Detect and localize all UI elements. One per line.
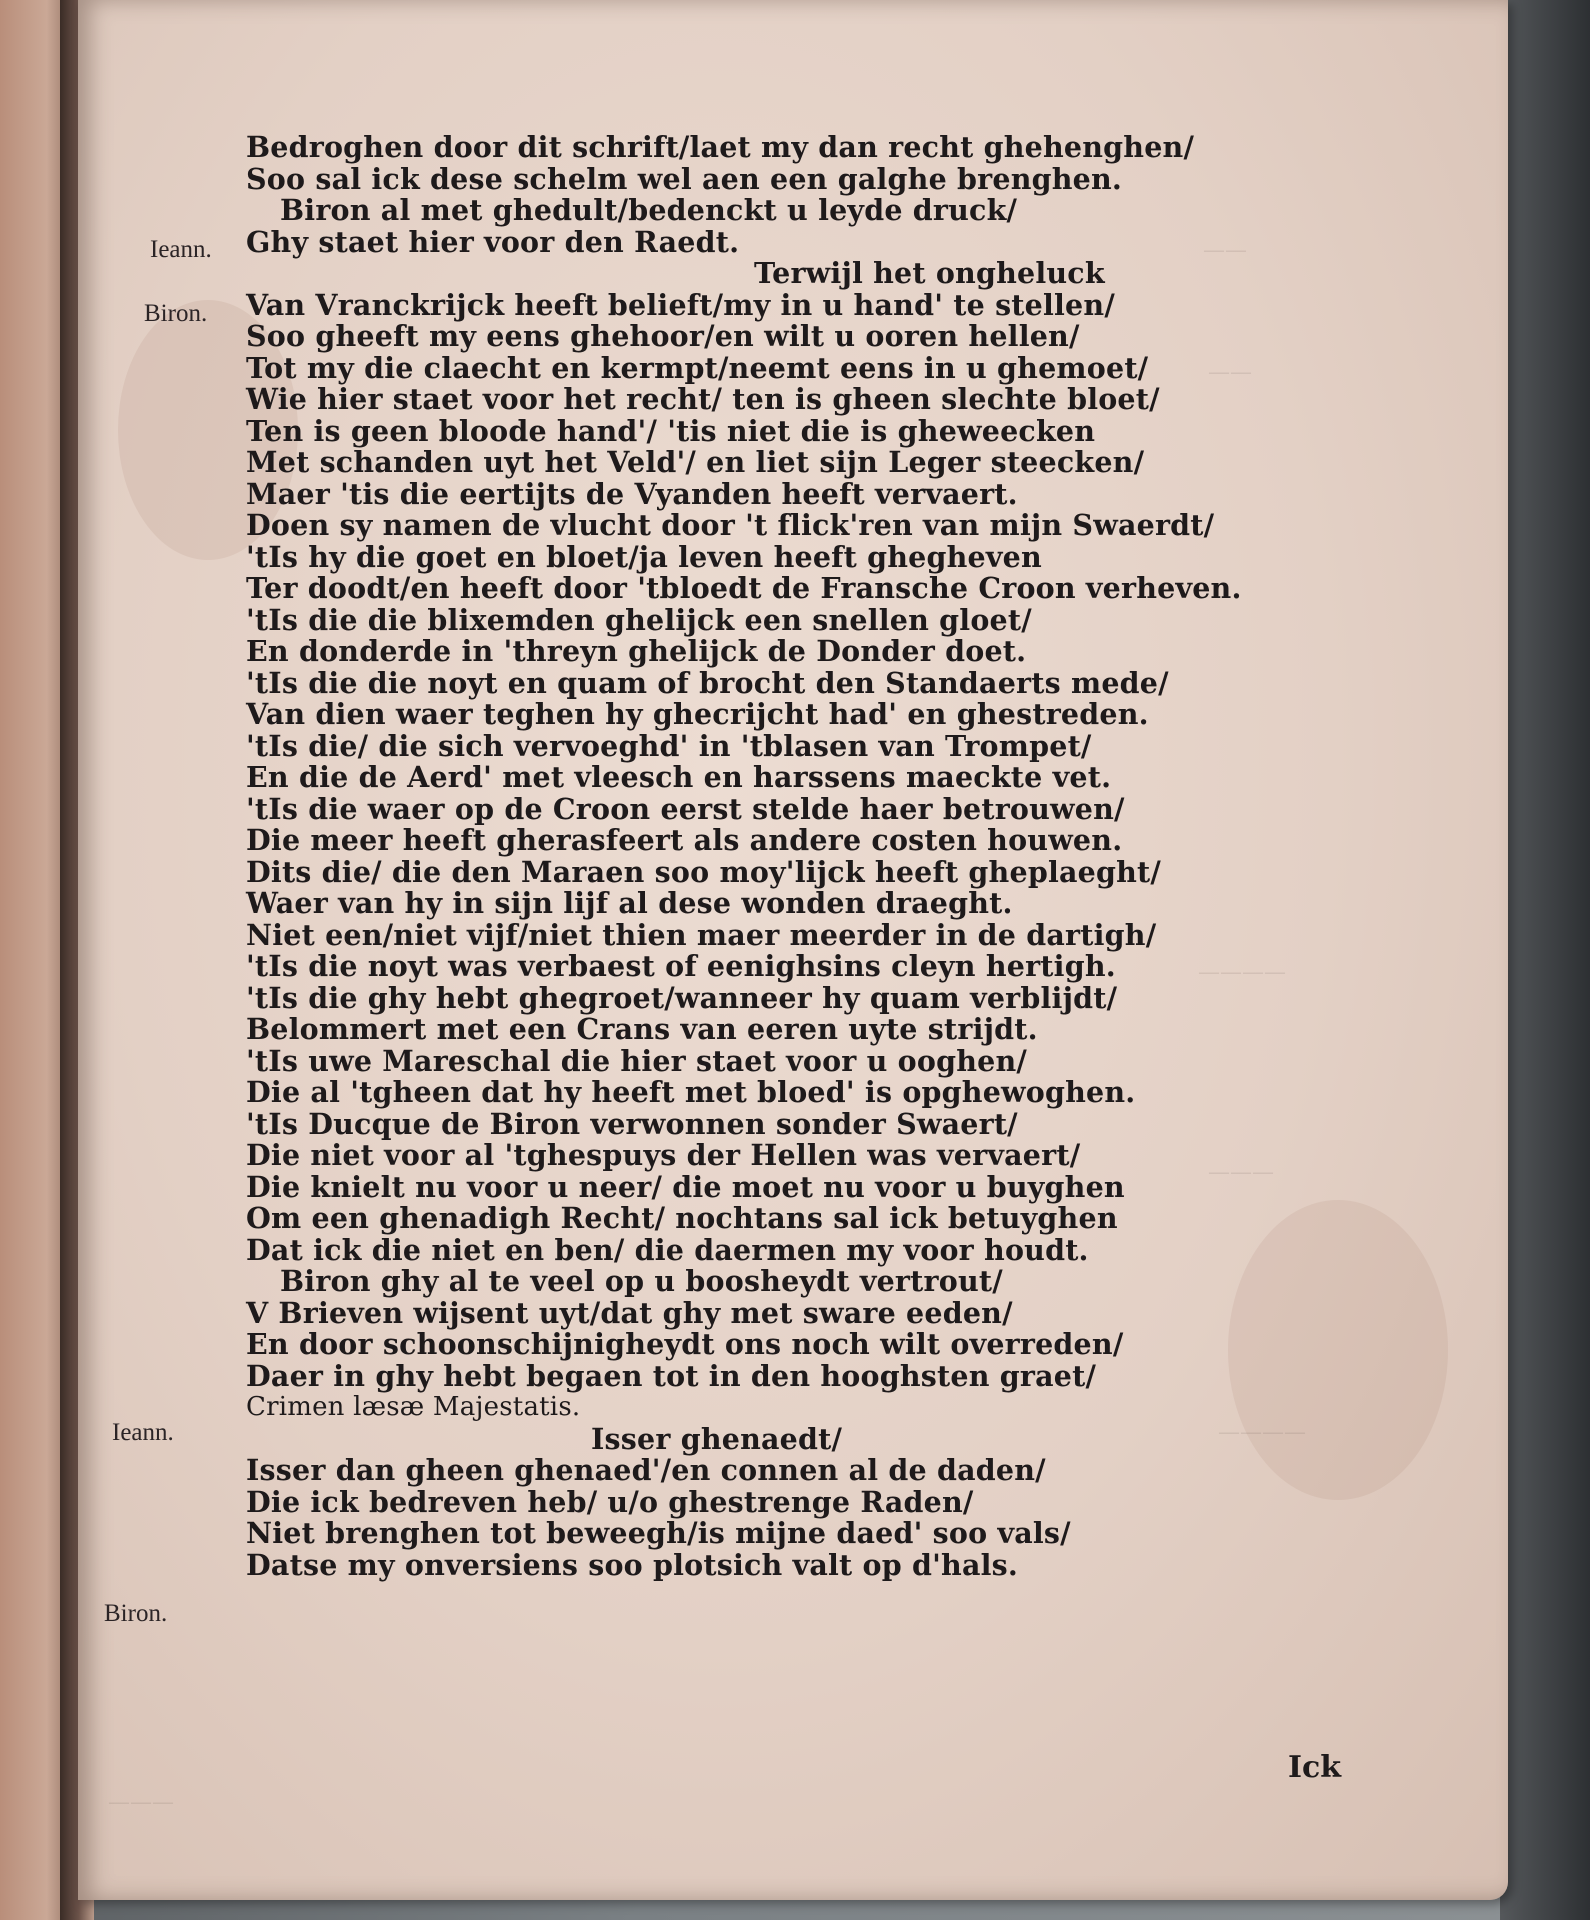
show-through-mark: ——— [1208, 1160, 1274, 1185]
verse-line: Van Vranckrijck heeft belieft/my in u hand' te stellen/ [246, 287, 1115, 322]
show-through-mark: ——— [108, 1790, 174, 1815]
verse-line: Tot my die claecht en kermpt/neemt eens in u ghemoet/ [246, 350, 1149, 385]
verse-line: Niet brenghen tot beweegh/is mijne daed' soo vals/ [246, 1516, 1071, 1550]
verse-line: Wie hier staet voor het recht/ ten is gheen slechte bloet/ [246, 382, 1160, 416]
verse-line: En door schoonschijnigheydt ons noch wilt overreden/ [246, 1327, 1124, 1361]
verse-line: V Brieven wijsent uyt/dat ghy met sware eeden/ [246, 1295, 1013, 1330]
verse-line: 'tIs hy die goet en bloet/ja leven heeft ghegheven [246, 539, 1042, 574]
verse-line: En donderde in 'threyn ghelijck de Donder doet. [246, 634, 1027, 668]
verse-line: 'tIs die/ die sich vervoeghd' in 'tblasen van Trompet/ [246, 728, 1092, 763]
catchword: Ick [1288, 1750, 1342, 1785]
verse-line: Niet een/niet vijf/niet thien maer meerder in de dartigh/ [246, 917, 1157, 952]
verse-text [246, 132, 1286, 1581]
verse-line: Ten is geen bloode hand'/ 'tis niet die is gheweecken [246, 413, 1096, 448]
verse-line: En die de Aerd' met vleesch en harssens maeckte vet. [246, 760, 1112, 794]
verse-line: 'tIs Ducque de Biron verwonnen sonder Swaert/ [246, 1106, 1018, 1141]
verse-line: Terwijl het ongheluck [754, 256, 1105, 290]
verse-line: Soo sal ick dese schelm wel aen een galghe brenghen. [246, 161, 1123, 196]
verse-line: Dits die/ die den Maraen soo moy'lijck heeft gheplaeght/ [246, 854, 1161, 889]
verse-line: Datse my onversiens soo plotsich valt op d'hals. [246, 1547, 1019, 1582]
verse-line: Isser dan gheen ghenaed'/en connen al de daden/ [246, 1453, 1046, 1487]
show-through-mark: ———— [1218, 1420, 1306, 1445]
verse-line: Bedroghen door dit schrift/laet my dan recht ghehenghen/ [246, 130, 1195, 164]
speaker-biron: Biron. [104, 1600, 168, 1627]
speaker-ieann: Ieann. [150, 236, 212, 263]
book-page [78, 0, 1508, 1900]
verse-line: Om een ghenadigh Recht/ nochtans sal ick betuyghen [246, 1201, 1118, 1235]
verse-line: 'tIs uwe Mareschal die hier staet voor u ooghen/ [246, 1043, 1028, 1078]
verse-line: Waer van hy in sijn lijf al dese wonden draeght. [246, 886, 1013, 920]
verse-line: Dat ick die niet en ben/ die daermen my voor houdt. [246, 1232, 1089, 1267]
verse-line: 'tIs die noyt was verbaest of eenighsins cleyn hertigh. [246, 949, 1116, 983]
verse-line: Biron ghy al te veel op u boosheydt vertrout/ [280, 1264, 1003, 1298]
show-through-mark: ———— [1198, 960, 1286, 985]
verse-line: Van dien waer teghen hy ghecrijcht had' en ghestreden. [246, 697, 1149, 731]
verse-line: Ter doodt/en heeft door 'tbloedt de Fransche Croon verheven. [246, 571, 1242, 605]
verse-line: Maer 'tis die eertijts de Vyanden heeft vervaert. [246, 476, 1018, 511]
speaker-ieann: Ieann. [112, 1419, 174, 1446]
verse-line: Die meer heeft gherasfeert als andere costen houwen. [246, 823, 1123, 857]
verse-line: Die knielt nu voor u neer/ die moet nu voor u buyghen [246, 1169, 1125, 1204]
verse-line: Daer in ghy hebt begaen tot in den hooghsten graet/ [246, 1358, 1097, 1393]
latin-line: Crimen læsæ Majestatis. [246, 1392, 581, 1422]
verse-line: Isser ghenaedt/ [591, 1421, 843, 1456]
verse-line: Biron al met ghedult/bedenckt u leyde druck/ [280, 193, 1018, 227]
verse-line: Belommert met een Crans van eeren uyte strijdt. [246, 1012, 1038, 1046]
verse-line: 'tIs die die noyt en quam of brocht den Standaerts mede/ [246, 665, 1169, 700]
verse-line: Met schanden uyt het Veld'/ en liet sijn Leger steecken/ [246, 445, 1145, 479]
verse-line: 'tIs die waer op de Croon eerst stelde haer betrouwen/ [246, 791, 1125, 826]
verse-line: Soo gheeft my eens ghehoor/en wilt u ooren hellen/ [246, 319, 1080, 353]
show-through-mark: —— [1203, 238, 1247, 263]
show-through-mark: —— [1208, 360, 1252, 385]
verse-line: 'tIs die die blixemden ghelijck een snellen gloet/ [246, 602, 1032, 637]
verse-line: Die al 'tgheen dat hy heeft met bloed' is opghewoghen. [246, 1075, 1136, 1109]
verse-line: Die niet voor al 'tghespuys der Hellen was vervaert/ [246, 1138, 1081, 1172]
speaker-biron: Biron. [144, 300, 208, 327]
verse-line: 'tIs die ghy hebt ghegroet/wanneer hy quam verblijdt/ [246, 980, 1118, 1015]
verse-line: Ghy staet hier voor den Raedt. [246, 224, 740, 259]
verse-line: Die ick bedreven heb/ u/o ghestrenge Raden/ [246, 1484, 974, 1519]
binding-background [1500, 0, 1590, 1920]
verse-line: Doen sy namen de vlucht door 't flick'ren van mijn Swaerdt/ [246, 508, 1215, 542]
